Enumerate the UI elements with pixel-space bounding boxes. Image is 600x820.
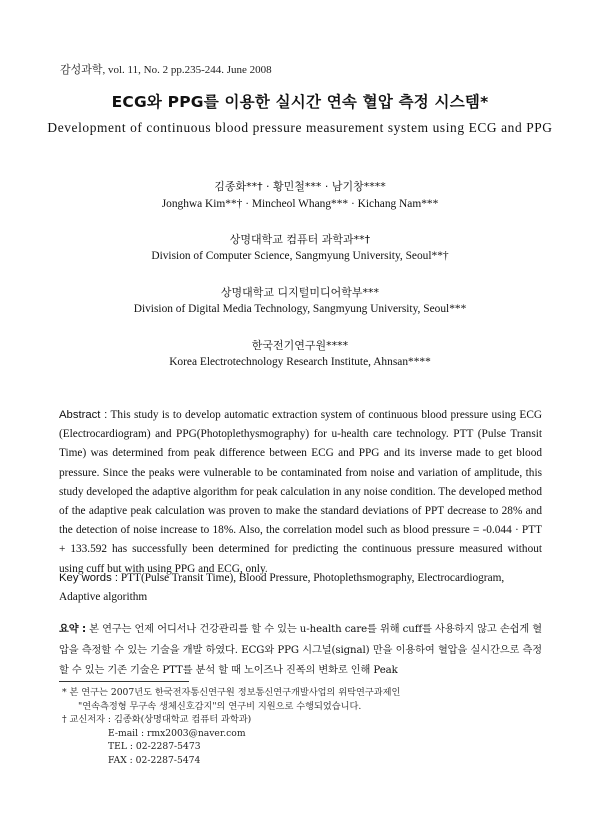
- affiliation-3-korean: 한국전기연구원****: [251, 339, 349, 352]
- keywords-label: Key words :: [59, 572, 119, 584]
- journal-header: 감성과학, vol. 11, No. 2 pp.235-244. June 2008: [60, 64, 272, 76]
- affiliation-3-english: Korea Electrotechnology Research Institute, Ahnsan****: [169, 356, 431, 368]
- affiliation-1-english: Division of Computer Science, Sangmyung University, Seoul**†: [151, 250, 449, 262]
- footnote-tel: TEL : 02-2287-5473: [108, 741, 201, 752]
- footnote-funding-line-2: "연속측정형 무구속 생체신호감지"의 연구비 지원으로 수행되었습니다.: [78, 700, 362, 712]
- authors-korean: 김종화**† · 황민철*** · 남기창****: [214, 180, 386, 193]
- footnote-funding-line-1: * 본 연구는 2007년도 한국전자통신연구원 정보통신연구개발사업의 위탁연구과제인: [62, 687, 401, 698]
- keywords-text: PTT(Pulse Transit Time), Blood Pressure, Photoplethsmography, Electrocardiogram, Adaptive algorithm: [59, 572, 505, 604]
- footnote-divider: [59, 681, 189, 682]
- affiliation-1-korean: 상명대학교 컴퓨터 과학과**†: [229, 233, 371, 246]
- abstract: [59, 406, 542, 579]
- title-korean: ECG와 PPG를 이용한 실시간 연속 혈압 측정 시스템*: [111, 93, 489, 111]
- keywords: [59, 569, 542, 607]
- footnotes: [62, 686, 542, 767]
- footnote-fax: FAX : 02-2287-5474: [108, 754, 201, 766]
- affiliation-2-korean: 상명대학교 디지털미디어학부***: [220, 286, 380, 299]
- abstract-text: This study is to develop automatic extraction system of continuous blood pressure using ECG (Electrocardiogram) and PPG(Photoplethysmography) for u-health care technology. PTT (Pulse Transit Time) was determined from peak difference between ECG and PPG and its inverse made to get blood pressure. Since the peaks were vulnerable to be contaminated from noise and variation of amplitude, this study developed the adaptive algorithm for peak calculation in any noise condition. The developed method of the adaptive peak calculation was proven to make the standard deviations of PPT decrease to 28% and the detection of noise increase to 18%. Also, the correlation model such as blood pressure = -0.044 · PTT + 133.592 has successfully been determined for predicting the continuous pressure measured without using cuff but with using PPG and ECG, only.: [59, 409, 543, 575]
- affiliation-2-english: Division of Digital Media Technology, Sangmyung University, Seoul***: [133, 303, 467, 315]
- title-english: Development of continuous blood pressure measurement system using ECG and PPG: [47, 120, 553, 135]
- summary-text: 본 연구는 언제 어디서나 건강관리를 할 수 있는 u-health care를 위해 cuff를 사용하지 않고 손쉽게 혈압을 측정할 수 있는 기술을 개발 하였다. ECG와 PPG 시그널(signal) 만을 이용하여 혈압을 실시간으로 측정할 수 있는 기존 기술은 PTT를 분석 할 때 노이즈나 진폭의 변화로 인해 Peak: [59, 624, 543, 676]
- footnote-email: E-mail : rmx2003@naver.com: [108, 727, 246, 739]
- summary-label: 요약 :: [59, 624, 86, 635]
- footnote-corresponding-author: † 교신저자 : 김종화(상명대학교 컴퓨터 과학과): [62, 714, 252, 725]
- abstract-label: Abstract :: [59, 409, 108, 421]
- authors-english: Jonghwa Kim**† · Mincheol Whang*** · Kichang Nam***: [161, 198, 439, 210]
- summary-korean: [59, 620, 542, 682]
